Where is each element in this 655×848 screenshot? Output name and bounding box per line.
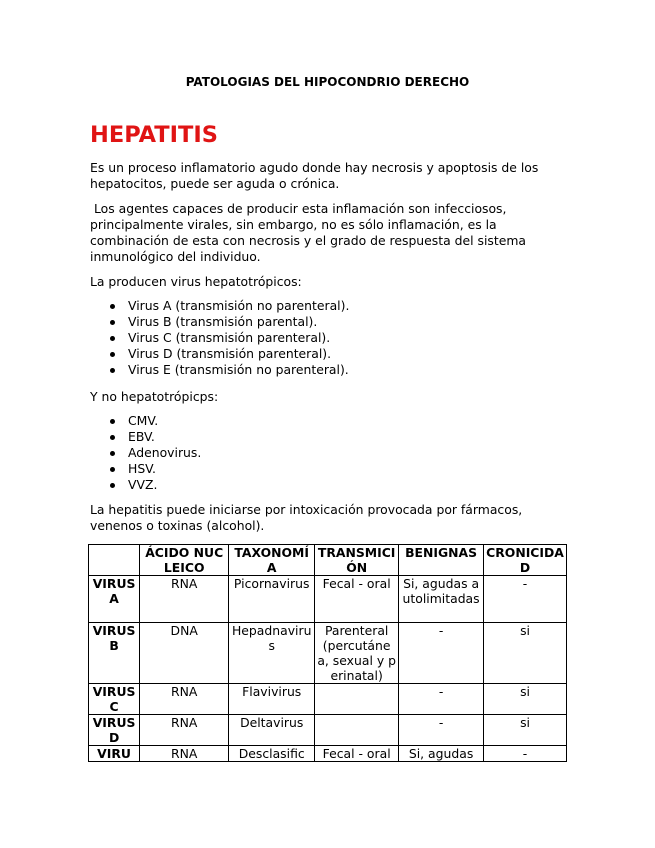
table-cell: RNA: [140, 576, 229, 623]
table-cell: Si, agudas: [399, 746, 484, 762]
list-item: HSV.: [108, 461, 201, 477]
table-header-cell: [89, 545, 140, 576]
table-row-label: VIRUS D: [89, 715, 140, 746]
table-cell: -: [484, 576, 567, 623]
list-item: Adenovirus.: [108, 445, 201, 461]
table-header-row: [89, 545, 567, 576]
table-cell: si: [484, 715, 567, 746]
table-cell: Desclasific: [229, 746, 315, 762]
table-cell: Parenteral (percutánea, sexual y perinatal): [315, 623, 399, 684]
paragraph-non-hepatotropic-intro: Y no hepatotrópicps:: [90, 389, 219, 404]
table-row-label: VIRUS A: [89, 576, 140, 623]
paragraph-agents: Los agentes capaces de producir esta inflamación son infecciosos, principalmente virales, sin embargo, no es sólo inflamación, es la combinación de esta con necrosis y el grado de respuesta del sistema inmunológico del individuo.: [90, 201, 530, 264]
table-row: [89, 684, 567, 715]
table-cell: Si, agudas autolimitadas: [399, 576, 484, 623]
list-item: CMV.: [108, 413, 201, 429]
table-row-label: VIRUS C: [89, 684, 140, 715]
virus-table: [88, 544, 567, 762]
table-cell: -: [399, 623, 484, 684]
table-row-label: VIRUS B: [89, 623, 140, 684]
paragraph-definition: Es un proceso inflamatorio agudo donde hay necrosis y apoptosis de los hepatocitos, puede ser aguda o crónica.: [90, 160, 539, 191]
table-cell: DNA: [140, 623, 229, 684]
table-cell: Fecal - oral: [315, 576, 399, 623]
table-header-cell: CRONICIDAD: [484, 545, 567, 576]
list-item: Virus C (transmisión parenteral).: [108, 330, 349, 346]
table-header-cell: BENIGNAS: [399, 545, 484, 576]
list-item: EBV.: [108, 429, 201, 445]
hepatotropic-list: [108, 298, 349, 378]
list-item: Virus D (transmisión parenteral).: [108, 346, 349, 362]
table-cell: -: [399, 684, 484, 715]
table-cell: [315, 715, 399, 746]
table-row-label: VIRU: [89, 746, 140, 762]
non-hepatotropic-list: [108, 413, 201, 493]
paragraph-hepatotropic-intro: La producen virus hepatotrópicos:: [90, 274, 302, 289]
document-title: PATOLOGIAS DEL HIPOCONDRIO DERECHO: [185, 75, 470, 89]
table-cell: si: [484, 623, 567, 684]
section-heading: HEPATITIS: [90, 122, 218, 148]
list-item: Virus B (transmisión parental).: [108, 314, 349, 330]
paragraph-intoxication: La hepatitis puede iniciarse por intoxicación provocada por fármacos, venenos o toxinas (alcohol).: [90, 502, 523, 533]
table-cell: [315, 684, 399, 715]
table-cell: Hepadnavirus: [229, 623, 315, 684]
table-row: [89, 623, 567, 684]
table-cell: Fecal - oral: [315, 746, 399, 762]
table-cell: -: [484, 746, 567, 762]
list-item: Virus E (transmisión no parenteral).: [108, 362, 349, 378]
table-cell: RNA: [140, 715, 229, 746]
table-cell: -: [399, 715, 484, 746]
table-row: [89, 576, 567, 623]
table-cell: Picornavirus: [229, 576, 315, 623]
list-item: Virus A (transmisión no parenteral).: [108, 298, 349, 314]
table-cell: RNA: [140, 746, 229, 762]
list-item: VVZ.: [108, 477, 201, 493]
table-row: [89, 746, 567, 762]
table-header-cell: ÁCIDO NUCLEICO: [140, 545, 229, 576]
table-header-cell: TRANSMICIÓN: [315, 545, 399, 576]
table-header-cell: TAXONOMÍA: [229, 545, 315, 576]
table-cell: si: [484, 684, 567, 715]
table-cell: Flavivirus: [229, 684, 315, 715]
table-row: [89, 715, 567, 746]
table-cell: Deltavirus: [229, 715, 315, 746]
table-cell: RNA: [140, 684, 229, 715]
